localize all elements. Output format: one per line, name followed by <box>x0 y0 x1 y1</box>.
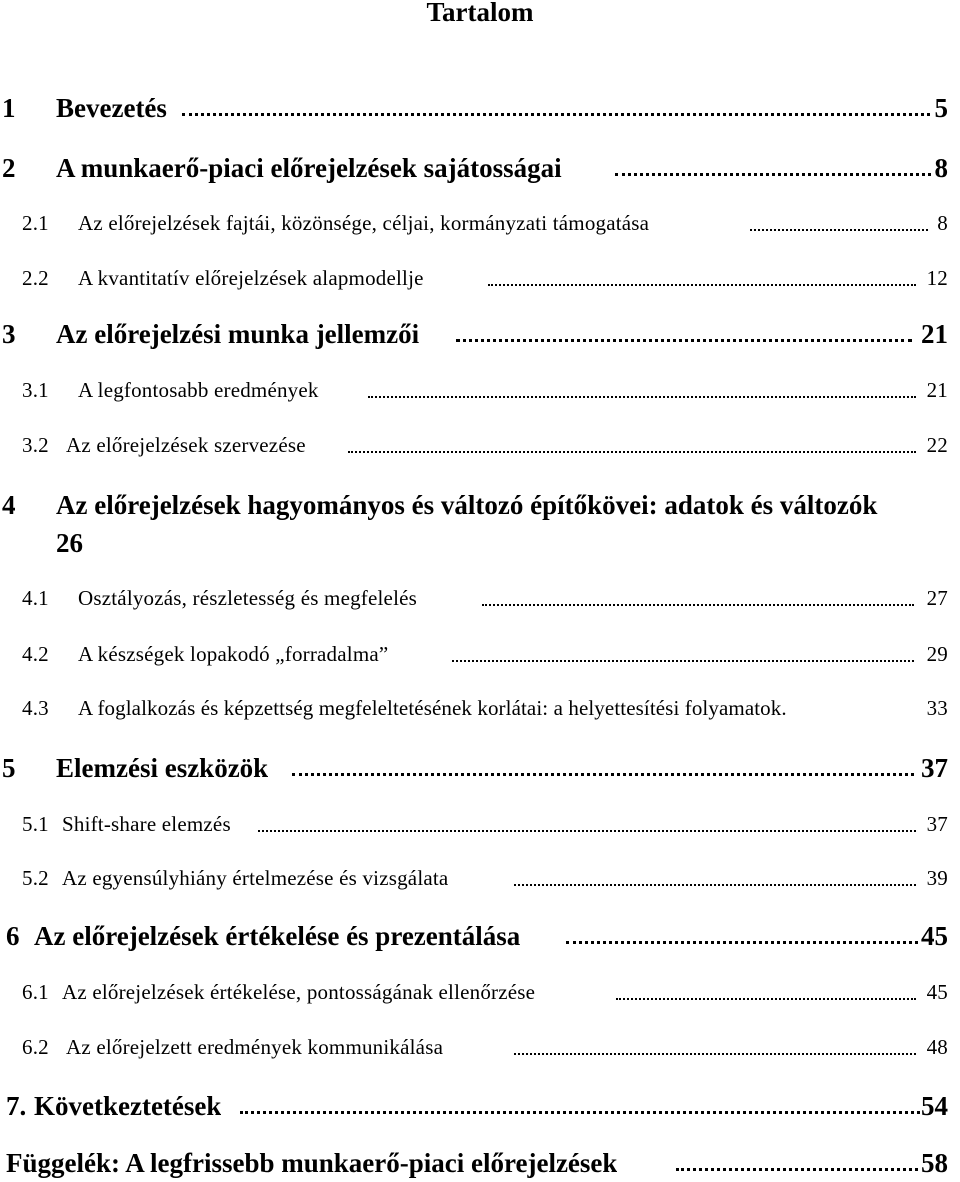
toc-entry-title: A kvantitatív előrejelzések alapmodellje <box>78 266 424 290</box>
dot-leader <box>182 107 930 116</box>
toc-entry-number: 4.1 <box>22 586 49 610</box>
toc-entry-title: Az előrejelzések hagyományos és változó építőkövei: adatok és változók <box>56 490 878 520</box>
toc-entry[interactable] <box>0 806 960 842</box>
toc-entry-number: 6.1 <box>22 980 49 1004</box>
toc-entry[interactable] <box>0 636 960 672</box>
dot-leader <box>258 824 916 832</box>
dot-leader <box>348 445 916 453</box>
dot-leader <box>456 333 912 342</box>
dot-leader <box>750 223 928 231</box>
dot-leader <box>616 992 916 1000</box>
toc-entry[interactable] <box>0 1088 960 1124</box>
dot-leader <box>514 1047 916 1055</box>
toc-entry[interactable] <box>0 90 960 126</box>
toc-entry[interactable] <box>0 750 960 786</box>
toc-entry-page: 45 <box>926 980 948 1004</box>
toc-entry-page: 58 <box>921 1148 948 1178</box>
toc-entry-number: 3.1 <box>22 378 49 402</box>
toc-entry[interactable] <box>0 1145 960 1181</box>
toc-entry-title: A foglalkozás és képzettség megfeleltetésének korlátai: a helyettesítési folyamatok. <box>78 696 787 720</box>
toc-entry[interactable] <box>0 372 960 408</box>
toc-entry-number: 2.1 <box>22 211 49 235</box>
toc-entry-title: A készségek lopakodó „forradalma” <box>78 642 389 666</box>
toc-entry-title: Elemzési eszközök <box>56 753 269 783</box>
toc-entry-page: 21 <box>921 319 948 349</box>
toc-entry-page: 8 <box>934 153 948 183</box>
dot-leader <box>482 598 914 606</box>
toc-entry-number: 6 <box>6 921 20 951</box>
toc-entry-number: 4.2 <box>22 642 49 666</box>
toc-entry[interactable] <box>0 1029 960 1065</box>
toc-entry-page: 26 <box>56 528 83 558</box>
toc-entry[interactable] <box>0 316 960 352</box>
toc-entry-number: 5.1 <box>22 812 49 836</box>
toc-entry-number: 6.2 <box>22 1035 49 1059</box>
toc-entry[interactable] <box>0 974 960 1010</box>
toc-entry[interactable] <box>0 260 960 296</box>
dot-leader <box>452 654 914 662</box>
dot-leader <box>566 935 918 944</box>
toc-entry-page: 21 <box>926 378 948 402</box>
toc-title: Tartalom <box>426 0 534 27</box>
toc-entry-number: 5 <box>2 753 16 783</box>
toc-entry-page: 8 <box>937 211 948 235</box>
toc-entry-page: 5 <box>934 93 948 123</box>
toc-entry-number: 4 <box>2 490 16 520</box>
toc-entry-number: 2.2 <box>22 266 49 290</box>
toc-entry-title: Az egyensúlyhiány értelmezése és vizsgálata <box>62 866 449 890</box>
dot-leader <box>514 878 916 886</box>
toc-entry-page: 33 <box>926 696 948 720</box>
toc-entry-page: 48 <box>926 1035 948 1059</box>
toc-entry-title: Az előrejelzések szervezése <box>66 433 306 457</box>
toc-entry-title: Az előrejelzések fajtái, közönsége, céljai, kormányzati támogatása <box>78 211 650 235</box>
dot-leader <box>676 1162 918 1171</box>
toc-entry[interactable] <box>0 690 960 726</box>
dot-leader <box>368 390 916 398</box>
toc-entry-page: 37 <box>921 753 948 783</box>
toc-entry[interactable] <box>0 150 960 186</box>
toc-entry-page: 12 <box>926 266 948 290</box>
toc-entry-number: 4.3 <box>22 696 49 720</box>
toc-entry-page: 22 <box>926 433 948 457</box>
dot-leader <box>488 278 916 286</box>
toc-entry-number: 3 <box>2 319 16 349</box>
toc-entry-title: Az előrejelzett eredmények kommunikálása <box>66 1035 444 1059</box>
toc-entry[interactable] <box>0 427 960 463</box>
toc-entry[interactable] <box>0 487 960 567</box>
toc-entry-number: 7. <box>6 1091 27 1121</box>
toc-entry-number: 3.2 <box>22 433 49 457</box>
toc-entry[interactable] <box>0 580 960 616</box>
toc-entry-number: 5.2 <box>22 866 49 890</box>
toc-entry-page: 29 <box>926 642 948 666</box>
toc-entry-title: Shift-share elemzés <box>62 812 231 836</box>
toc-entry-number: 1 <box>2 93 16 123</box>
toc-entry-number: 2 <box>2 153 16 183</box>
toc-entry-page: 37 <box>926 812 948 836</box>
toc-entry[interactable] <box>0 918 960 954</box>
toc-entry-title: Bevezetés <box>56 93 167 123</box>
dot-leader <box>292 767 914 776</box>
toc-entry[interactable] <box>0 205 960 241</box>
toc-entry-title: Osztályozás, részletesség és megfelelés <box>78 586 417 610</box>
toc-entry-title: Függelék: A legfrissebb munkaerő-piaci előrejelzések <box>6 1148 618 1178</box>
toc-entry-page: 54 <box>921 1091 948 1121</box>
toc-entry[interactable] <box>0 860 960 896</box>
toc-entry-title: Az előrejelzések értékelése, pontosságának ellenőrzése <box>62 980 536 1004</box>
dot-leader <box>240 1105 920 1114</box>
toc-entry-title: A munkaerő-piaci előrejelzések sajátosságai <box>56 153 562 183</box>
toc-entry-title: Az előrejelzések értékelése és prezentálása <box>34 921 521 951</box>
toc-entry-title: Az előrejelzési munka jellemzői <box>56 319 420 349</box>
toc-entry-title: Következtetések <box>34 1091 222 1121</box>
dot-leader <box>615 167 931 176</box>
toc-entry-page: 27 <box>926 586 948 610</box>
toc-entry-title: A legfontosabb eredmények <box>78 378 319 402</box>
toc-entry-page: 45 <box>921 921 948 951</box>
toc-entry-page: 39 <box>926 866 948 890</box>
